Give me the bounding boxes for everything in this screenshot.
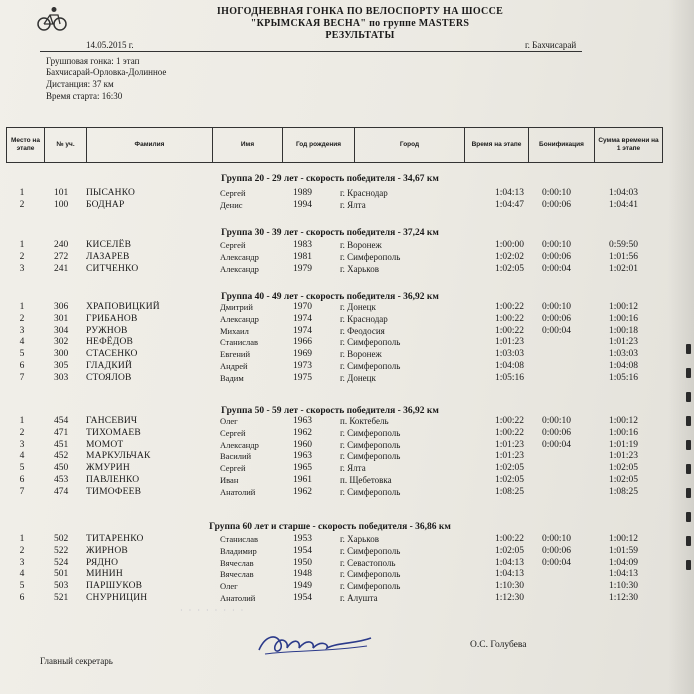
race-type: Грушповая гонка: 1 этап xyxy=(46,56,140,66)
stage-time-cell: 1:02:05 xyxy=(494,263,524,274)
number-cell: 503 xyxy=(54,581,69,592)
total-time-cell: 1:04:09 xyxy=(608,557,638,568)
number-cell: 501 xyxy=(54,569,69,580)
table-row xyxy=(0,451,694,462)
name-cell: Денис xyxy=(220,199,243,210)
race-start-time: Время старта: 16:30 xyxy=(46,91,123,101)
total-time-cell: 1:12:30 xyxy=(608,593,638,603)
table-row xyxy=(0,581,694,592)
number-cell: 302 xyxy=(54,337,69,348)
bonus-cell: 0:00:06 xyxy=(541,251,571,262)
year-cell: 1960 xyxy=(293,439,312,450)
surname-cell: ТИТАРЕНКО xyxy=(86,534,144,544)
stage-time-cell: 1:02:05 xyxy=(494,545,524,556)
place-cell: 2 xyxy=(19,313,25,324)
bonus-cell: 0:00:04 xyxy=(541,263,571,274)
number-cell: 100 xyxy=(54,199,69,210)
city-cell: г. Донецк xyxy=(340,372,376,383)
secretary-name: О.С. Голубева xyxy=(470,640,527,650)
place-cell: 2 xyxy=(19,427,25,438)
stage-time-cell: 1:01:23 xyxy=(494,451,524,462)
stage-time-cell: 1:10:30 xyxy=(494,581,524,592)
stage-time-cell: 1:04:08 xyxy=(494,361,524,371)
race-distance: Дистанция: 37 км xyxy=(46,79,114,89)
total-time-cell: 1:00:12 xyxy=(608,302,638,312)
name-cell: Александр xyxy=(220,313,259,324)
race-date: 14.05.2015 г. xyxy=(86,40,134,50)
bonus-cell: 0:00:06 xyxy=(541,427,571,438)
name-cell: Александр xyxy=(220,251,259,262)
stage-time-cell: 1:00:22 xyxy=(494,427,524,438)
place-cell: 4 xyxy=(19,337,25,348)
table-row xyxy=(0,569,694,580)
stage-time-cell: 1:04:13 xyxy=(494,557,524,568)
year-cell: 1983 xyxy=(293,240,312,250)
number-cell: 101 xyxy=(54,188,69,198)
bonus-cell: 0:00:10 xyxy=(541,302,571,312)
place-cell: 2 xyxy=(19,251,25,262)
table-row xyxy=(0,200,694,211)
group-heading: Группа 60 лет и старше - скорость победителя - 36,86 км xyxy=(209,522,451,532)
table-row xyxy=(0,475,694,486)
surname-cell: НЕФЁДОВ xyxy=(86,337,134,348)
name-cell: Олег xyxy=(220,581,238,592)
city-cell: г. Симферополь xyxy=(340,545,401,556)
name-cell: Александр xyxy=(220,263,259,274)
year-cell: 1962 xyxy=(293,486,312,497)
place-cell: 2 xyxy=(19,545,25,556)
total-time-cell: 1:00:12 xyxy=(608,416,638,426)
table-row xyxy=(0,337,694,348)
surname-cell: РЯДНО xyxy=(86,557,119,568)
stage-time-cell: 1:08:25 xyxy=(494,486,524,497)
place-cell: 3 xyxy=(19,325,25,336)
surname-cell: РУЖНОВ xyxy=(86,325,128,336)
surname-cell: ГЛАДКИЙ xyxy=(86,361,133,371)
place-cell: 3 xyxy=(19,557,25,568)
total-time-cell: 1:00:16 xyxy=(608,313,638,324)
name-cell: Анатолий xyxy=(220,593,256,603)
table-row xyxy=(0,416,694,427)
year-cell: 1950 xyxy=(293,557,312,568)
bonus-cell: 0:00:04 xyxy=(541,325,571,336)
number-cell: 471 xyxy=(54,427,69,438)
total-time-cell: 1:01:19 xyxy=(608,439,638,450)
stage-time-cell: 1:05:16 xyxy=(494,372,524,383)
surname-cell: ПЫСАНКО xyxy=(86,188,136,198)
year-cell: 1963 xyxy=(293,451,312,462)
number-cell: 453 xyxy=(54,475,69,485)
bonus-cell: 0:00:06 xyxy=(541,545,571,556)
number-cell: 452 xyxy=(54,451,69,462)
binder-marks xyxy=(684,330,692,660)
city-cell: г. Воронеж xyxy=(340,349,382,360)
total-time-cell: 1:04:08 xyxy=(608,361,638,371)
group-heading: Группа 40 - 49 лет - скорость победителя - 36,92 км xyxy=(221,292,439,302)
table-row xyxy=(0,534,694,545)
name-cell: Михаил xyxy=(220,325,249,336)
total-time-cell: 1:01:56 xyxy=(608,251,638,262)
col-surname: Фамилия xyxy=(87,128,213,163)
number-cell: 272 xyxy=(54,251,69,262)
header-title-line1: IНОГОДНЕВНАЯ ГОНКА ПО ВЕЛОСПОРТУ НА ШОССЕ xyxy=(216,6,504,17)
city-cell: г. Симферополь xyxy=(340,581,401,592)
table-row xyxy=(0,188,694,199)
place-cell: 6 xyxy=(19,593,25,603)
total-time-cell: 1:01:23 xyxy=(608,451,638,462)
surname-cell: ЖМУРИН xyxy=(86,463,130,474)
number-cell: 300 xyxy=(54,349,69,360)
stage-time-cell: 1:02:05 xyxy=(494,463,524,474)
name-cell: Сергей xyxy=(220,240,246,250)
race-city: г. Бахчисарай xyxy=(525,40,577,50)
city-cell: г. Донецк xyxy=(340,302,376,312)
year-cell: 1989 xyxy=(293,188,312,198)
year-cell: 1962 xyxy=(293,427,312,438)
stage-time-cell: 1:02:02 xyxy=(494,251,524,262)
city-cell: г. Феодосия xyxy=(340,325,385,336)
table-row xyxy=(0,487,694,498)
col-bonus: Бонификация xyxy=(529,128,595,163)
year-cell: 1954 xyxy=(293,593,312,603)
surname-cell: СНУРНИЦИН xyxy=(86,593,148,603)
city-cell: г. Ялта xyxy=(340,463,366,474)
stage-time-cell: 1:04:13 xyxy=(494,569,524,580)
stage-time-cell: 1:01:23 xyxy=(494,337,524,348)
bonus-cell: 0:00:06 xyxy=(541,313,571,324)
surname-cell: МАРКУЛЬЧАК xyxy=(86,451,151,462)
year-cell: 1973 xyxy=(293,361,312,371)
total-time-cell: 1:01:59 xyxy=(608,545,638,556)
year-cell: 1981 xyxy=(293,251,312,262)
year-cell: 1970 xyxy=(293,302,312,312)
place-cell: 7 xyxy=(19,486,25,497)
city-cell: г. Харьков xyxy=(340,263,379,274)
number-cell: 522 xyxy=(54,545,69,556)
place-cell: 6 xyxy=(19,475,25,485)
surname-cell: ГАНСЕВИЧ xyxy=(86,416,138,426)
bonus-cell: 0:00:04 xyxy=(541,557,571,568)
col-place: Место на этапе xyxy=(7,128,45,163)
number-cell: 451 xyxy=(54,439,69,450)
city-cell: г. Симферополь xyxy=(340,337,401,348)
table-row xyxy=(0,264,694,275)
surname-cell: ТИХОМАЕВ xyxy=(86,427,141,438)
place-cell: 1 xyxy=(19,416,25,426)
year-cell: 1966 xyxy=(293,337,312,348)
city-cell: г. Алушта xyxy=(340,593,378,603)
surname-cell: ХРАПОВИЦКИЙ xyxy=(86,302,160,312)
number-cell: 241 xyxy=(54,263,69,274)
city-cell: г. Симферополь xyxy=(340,451,401,462)
surname-cell: ЛАЗАРЕВ xyxy=(86,251,130,262)
place-cell: 3 xyxy=(19,439,25,450)
number-cell: 240 xyxy=(54,240,69,250)
col-stage-time: Время на этапе xyxy=(465,128,529,163)
col-city: Город xyxy=(355,128,465,163)
place-cell: 2 xyxy=(19,199,25,210)
table-row xyxy=(0,240,694,251)
race-route: Бахчисарай-Орловка-Долинное xyxy=(46,67,167,77)
table-row xyxy=(0,373,694,384)
year-cell: 1963 xyxy=(293,416,312,426)
city-cell: п. Коктебель xyxy=(340,416,389,426)
number-cell: 303 xyxy=(54,372,69,383)
place-cell: 4 xyxy=(19,569,25,580)
secretary-label: Главный секретарь xyxy=(40,656,113,666)
city-cell: г. Краснодар xyxy=(340,188,388,198)
surname-cell: МИНИН xyxy=(86,569,123,580)
col-name: Имя xyxy=(213,128,283,163)
bonus-cell: 0:00:10 xyxy=(541,416,571,426)
stage-time-cell: 1:00:22 xyxy=(494,325,524,336)
table-row xyxy=(0,428,694,439)
total-time-cell: 1:03:03 xyxy=(608,349,638,360)
signature-icon xyxy=(255,626,375,660)
place-cell: 6 xyxy=(19,361,25,371)
total-time-cell: 1:00:12 xyxy=(608,534,638,544)
place-cell: 5 xyxy=(19,581,25,592)
total-time-cell: 1:02:05 xyxy=(608,463,638,474)
total-time-cell: 1:01:23 xyxy=(608,337,638,348)
city-cell: г. Симферополь xyxy=(340,361,401,371)
col-total-time: Сумма времени на 1 этапе xyxy=(595,128,663,163)
stage-time-cell: 1:03:03 xyxy=(494,349,524,360)
name-cell: Владимир xyxy=(220,545,257,556)
stage-time-cell: 1:12:30 xyxy=(494,593,524,603)
city-cell: п. Щебетовка xyxy=(340,475,392,485)
name-cell: Вячеслав xyxy=(220,557,254,568)
surname-cell: КИСЕЛЁВ xyxy=(86,240,132,250)
table-row xyxy=(0,593,694,604)
place-cell: 7 xyxy=(19,372,25,383)
stage-time-cell: 1:02:05 xyxy=(494,475,524,485)
total-time-cell: 1:00:16 xyxy=(608,427,638,438)
stage-time-cell: 1:00:22 xyxy=(494,313,524,324)
number-cell: 474 xyxy=(54,486,69,497)
table-row xyxy=(0,302,694,313)
name-cell: Василий xyxy=(220,451,252,462)
place-cell: 5 xyxy=(19,463,25,474)
total-time-cell: 1:00:18 xyxy=(608,325,638,336)
year-cell: 1954 xyxy=(293,545,312,556)
number-cell: 521 xyxy=(54,593,69,603)
table-row xyxy=(0,463,694,474)
city-cell: г. Севастополь xyxy=(340,557,396,568)
year-cell: 1974 xyxy=(293,313,312,324)
faint-stamp-mark: · · · · · · · · xyxy=(180,606,246,615)
total-time-cell: 1:04:13 xyxy=(608,569,638,580)
year-cell: 1979 xyxy=(293,263,312,274)
number-cell: 305 xyxy=(54,361,69,371)
city-cell: г. Харьков xyxy=(340,534,379,544)
surname-cell: СТОЯЛОВ xyxy=(86,372,132,383)
bonus-cell: 0:00:10 xyxy=(541,188,571,198)
city-cell: г. Краснодар xyxy=(340,313,388,324)
city-cell: г. Воронеж xyxy=(340,240,382,250)
place-cell: 5 xyxy=(19,349,25,360)
table-row xyxy=(0,252,694,263)
name-cell: Сергей xyxy=(220,427,246,438)
bonus-cell: 0:00:04 xyxy=(541,439,571,450)
number-cell: 524 xyxy=(54,557,69,568)
stage-time-cell: 1:01:23 xyxy=(494,439,524,450)
year-cell: 1949 xyxy=(293,581,312,592)
name-cell: Андрей xyxy=(220,361,248,371)
year-cell: 1965 xyxy=(293,463,312,474)
place-cell: 1 xyxy=(19,188,25,198)
number-cell: 301 xyxy=(54,313,69,324)
number-cell: 450 xyxy=(54,463,69,474)
group-heading: Группа 50 - 59 лет - скорость победителя - 36,92 км xyxy=(221,406,439,416)
name-cell: Сергей xyxy=(220,188,246,198)
city-cell: г. Симферополь xyxy=(340,251,401,262)
surname-cell: МОМОТ xyxy=(86,439,124,450)
year-cell: 1994 xyxy=(293,199,312,210)
year-cell: 1948 xyxy=(293,569,312,580)
stage-time-cell: 1:04:13 xyxy=(494,188,524,198)
col-number: № уч. xyxy=(45,128,87,163)
surname-cell: ГРИБАНОВ xyxy=(86,313,138,324)
total-time-cell: 1:05:16 xyxy=(608,372,638,383)
total-time-cell: 0:59:50 xyxy=(608,240,638,250)
name-cell: Иван xyxy=(220,475,239,485)
city-cell: г. Симферополь xyxy=(340,486,401,497)
year-cell: 1969 xyxy=(293,349,312,360)
table-row xyxy=(0,558,694,569)
total-time-cell: 1:04:41 xyxy=(608,199,638,210)
surname-cell: ТИМОФЕЕВ xyxy=(86,486,142,497)
surname-cell: ПАВЛЕНКО xyxy=(86,475,140,485)
year-cell: 1961 xyxy=(293,475,312,485)
total-time-cell: 1:08:25 xyxy=(608,486,638,497)
name-cell: Дмитрий xyxy=(220,302,253,312)
year-cell: 1953 xyxy=(293,534,312,544)
stage-time-cell: 1:00:22 xyxy=(494,302,524,312)
name-cell: Евгений xyxy=(220,349,250,360)
name-cell: Станислав xyxy=(220,337,259,348)
place-cell: 1 xyxy=(19,302,25,312)
bonus-cell: 0:00:06 xyxy=(541,199,571,210)
surname-cell: СТАСЕНКО xyxy=(86,349,138,360)
name-cell: Вадим xyxy=(220,372,244,383)
total-time-cell: 1:10:30 xyxy=(608,581,638,592)
table-row xyxy=(0,349,694,360)
year-cell: 1974 xyxy=(293,325,312,336)
city-cell: г. Симферополь xyxy=(340,427,401,438)
header-title-line3: РЕЗУЛЬТАТЫ xyxy=(325,30,395,41)
name-cell: Вячеслав xyxy=(220,569,254,580)
stage-time-cell: 1:00:22 xyxy=(494,534,524,544)
group-heading: Группа 20 - 29 лет - скорость победителя - 34,67 км xyxy=(221,174,439,184)
stage-time-cell: 1:04:47 xyxy=(494,199,524,210)
year-cell: 1975 xyxy=(293,372,312,383)
name-cell: Анатолий xyxy=(220,486,256,497)
number-cell: 304 xyxy=(54,325,69,336)
table-row xyxy=(0,326,694,337)
surname-cell: БОДНАР xyxy=(86,199,125,210)
table-row xyxy=(0,361,694,372)
col-year: Год рождения xyxy=(283,128,355,163)
table-row xyxy=(0,440,694,451)
name-cell: Станислав xyxy=(220,534,259,544)
bonus-cell: 0:00:10 xyxy=(541,534,571,544)
number-cell: 502 xyxy=(54,534,69,544)
place-cell: 1 xyxy=(19,534,25,544)
stage-time-cell: 1:00:22 xyxy=(494,416,524,426)
group-heading: Группа 30 - 39 лет - скорость победителя - 37,24 км xyxy=(221,228,439,238)
header-title-line2: "КРЫМСКАЯ ВЕСНА" по группе MASTERS xyxy=(250,18,470,29)
bonus-cell: 0:00:10 xyxy=(541,240,571,250)
total-time-cell: 1:02:05 xyxy=(608,475,638,485)
city-cell: г. Симферополь xyxy=(340,569,401,580)
city-cell: г. Ялта xyxy=(340,199,366,210)
table-row xyxy=(0,314,694,325)
surname-cell: СИТЧЕНКО xyxy=(86,263,139,274)
name-cell: Александр xyxy=(220,439,259,450)
name-cell: Олег xyxy=(220,416,238,426)
surname-cell: ПАРШУКОВ xyxy=(86,581,143,592)
total-time-cell: 1:02:01 xyxy=(608,263,638,274)
number-cell: 306 xyxy=(54,302,69,312)
total-time-cell: 1:04:03 xyxy=(608,188,638,198)
place-cell: 3 xyxy=(19,263,25,274)
surname-cell: ЖИРНОВ xyxy=(86,545,128,556)
name-cell: Сергей xyxy=(220,463,246,474)
number-cell: 454 xyxy=(54,416,69,426)
place-cell: 4 xyxy=(19,451,25,462)
stage-time-cell: 1:00:00 xyxy=(494,240,524,250)
city-cell: г. Симферополь xyxy=(340,439,401,450)
table-row xyxy=(0,546,694,557)
place-cell: 1 xyxy=(19,240,25,250)
